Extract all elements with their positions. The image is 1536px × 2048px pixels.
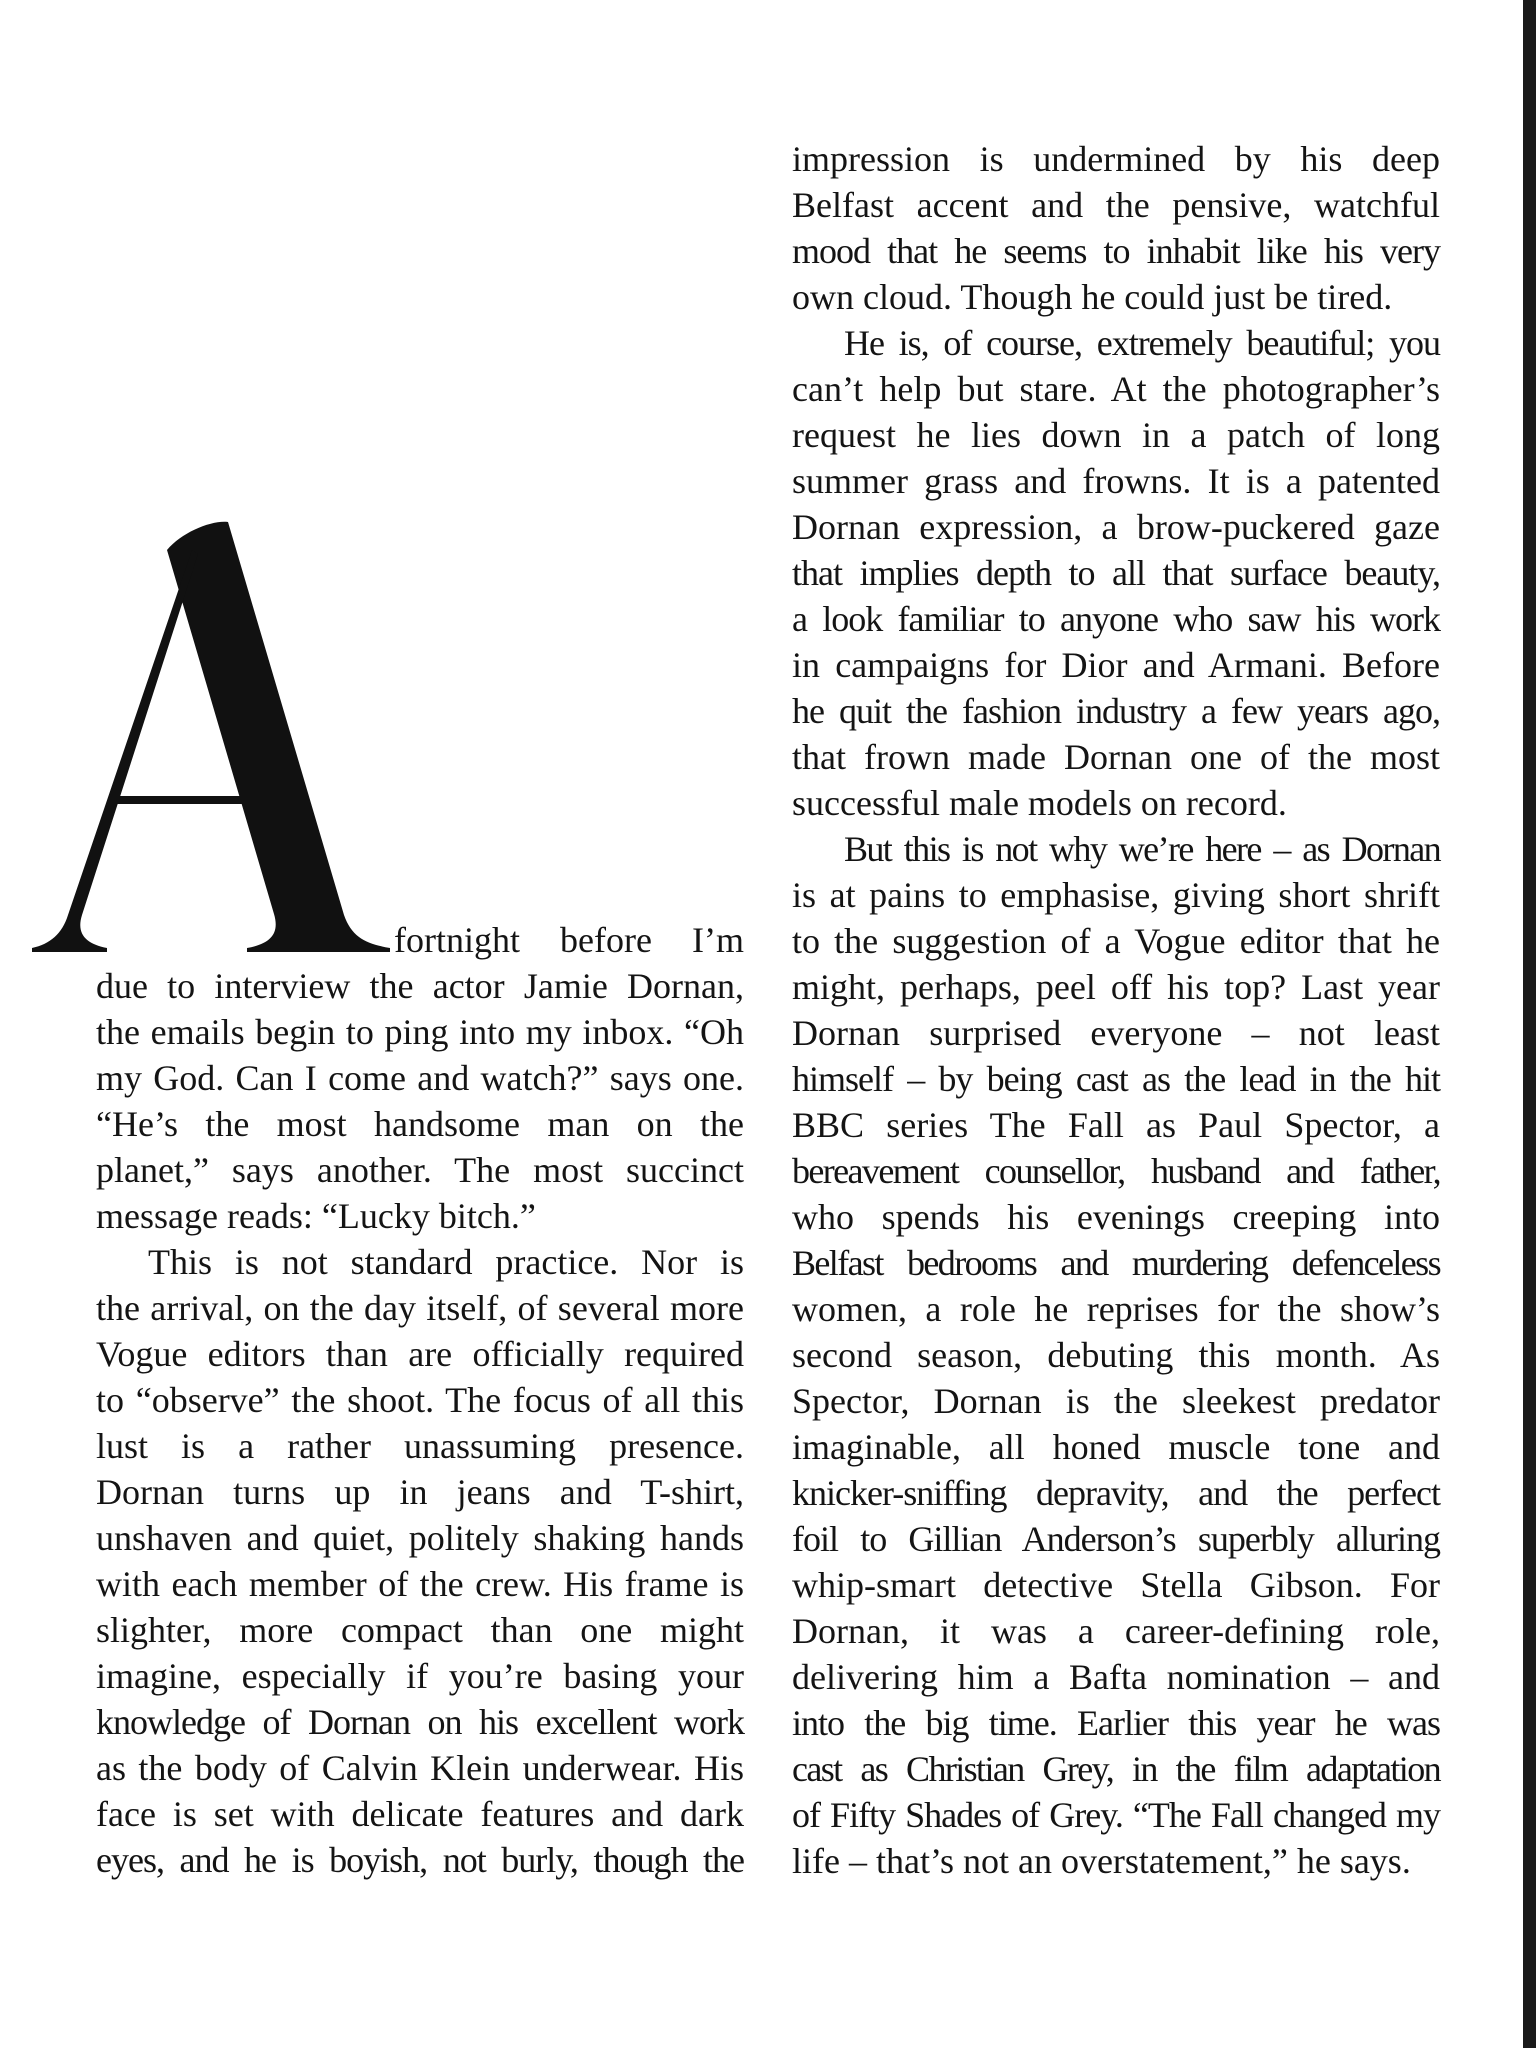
text-line: cast as Christian Grey, in the film adaptation <box>792 1749 1440 1789</box>
text-line: imagine, especially if you’re basing your <box>96 1656 744 1696</box>
text-line: imaginable, all honed muscle tone and <box>792 1427 1440 1467</box>
text-line: Vogue editors than are officially required <box>96 1334 744 1374</box>
text-line: Belfast bedrooms and murdering defenceless <box>792 1243 1440 1283</box>
text-line: himself – by being cast as the lead in the hit <box>792 1059 1440 1099</box>
text-line: own cloud. Though he could just be tired. <box>792 277 1393 317</box>
text-line: request he lies down in a patch of long <box>792 415 1440 455</box>
text-line: as the body of Calvin Klein underwear. His <box>96 1748 744 1788</box>
text-line: face is set with delicate features and dark <box>96 1794 744 1834</box>
text-line: can’t help but stare. At the photographer’s <box>792 369 1440 409</box>
text-line: planet,” says another. The most succinct <box>96 1150 744 1190</box>
text-line: Dornan turns up in jeans and T-shirt, <box>96 1472 744 1512</box>
text-line: But this is not why we’re here – as Dornan <box>844 829 1440 869</box>
text-line: Belfast accent and the pensive, watchful <box>792 185 1440 225</box>
text-line: the arrival, on the day itself, of several more <box>96 1288 744 1328</box>
text-line: Dornan, it was a career-defining role, <box>792 1611 1440 1651</box>
text-line: to “observe” the shoot. The focus of all this <box>96 1380 744 1420</box>
text-line: women, a role he reprises for the show’s <box>792 1289 1440 1329</box>
text-line: knowledge of Dornan on his excellent work <box>96 1702 744 1742</box>
text-line: of Fifty Shades of Grey. “The Fall changed my <box>792 1795 1440 1835</box>
text-line: a look familiar to anyone who saw his work <box>792 599 1440 639</box>
text-line: unshaven and quiet, politely shaking hands <box>96 1518 744 1558</box>
text-line: bereavement counsellor, husband and father, <box>792 1151 1440 1191</box>
text-line: successful male models on record. <box>792 783 1287 823</box>
text-line: whip-smart detective Stella Gibson. For <box>792 1565 1440 1605</box>
page-edge-bar <box>1523 0 1536 2048</box>
text-line: “He’s the most handsome man on the <box>96 1104 744 1144</box>
article-column-left <box>96 917 744 1883</box>
text-line: lust is a rather unassuming presence. <box>96 1426 744 1466</box>
text-line: to the suggestion of a Vogue editor that he <box>792 921 1440 961</box>
article-column-right <box>792 136 1440 1884</box>
text-line: is at pains to emphasise, giving short shrift <box>792 875 1440 915</box>
text-line: into the big time. Earlier this year he was <box>792 1703 1440 1743</box>
text-line: who spends his evenings creeping into <box>792 1197 1440 1237</box>
text-line: mood that he seems to inhabit like his very <box>792 231 1440 271</box>
text-line: impression is undermined by his deep <box>792 139 1440 179</box>
text-line: my God. Can I come and watch?” says one. <box>96 1058 744 1098</box>
text-line: that frown made Dornan one of the most <box>792 737 1440 777</box>
text-line: due to interview the actor Jamie Dornan, <box>96 966 744 1006</box>
text-line: message reads: “Lucky bitch.” <box>96 1196 536 1236</box>
text-line: Dornan expression, a brow-puckered gaze <box>792 507 1440 547</box>
text-line: he quit the fashion industry a few years ago, <box>792 691 1440 731</box>
text-line: fortnight before I’m <box>394 920 744 960</box>
text-line: in campaigns for Dior and Armani. Before <box>792 645 1440 685</box>
text-line: life – that’s not an overstatement,” he says. <box>792 1841 1411 1881</box>
text-line: This is not standard practice. Nor is <box>148 1242 744 1282</box>
text-line: might, perhaps, peel off his top? Last year <box>792 967 1440 1007</box>
text-line: BBC series The Fall as Paul Spector, a <box>792 1105 1440 1145</box>
text-line: second season, debuting this month. As <box>792 1335 1440 1375</box>
text-line: slighter, more compact than one might <box>96 1610 744 1650</box>
text-line: that implies depth to all that surface beauty, <box>792 553 1440 593</box>
text-line: Spector, Dornan is the sleekest predator <box>792 1381 1440 1421</box>
text-line: foil to Gillian Anderson’s superbly alluring <box>792 1519 1440 1559</box>
text-line: summer grass and frowns. It is a patented <box>792 461 1440 501</box>
text-line: delivering him a Bafta nomination – and <box>792 1657 1440 1697</box>
drop-cap-letter <box>22 520 402 960</box>
text-line: He is, of course, extremely beautiful; you <box>844 323 1440 363</box>
text-line: Dornan surprised everyone – not least <box>792 1013 1440 1053</box>
text-line: eyes, and he is boyish, not burly, though the <box>96 1840 744 1880</box>
text-line: knicker-sniffing depravity, and the perfect <box>792 1473 1440 1513</box>
text-line: with each member of the crew. His frame is <box>96 1564 744 1604</box>
text-line: the emails begin to ping into my inbox. “Oh <box>96 1012 744 1052</box>
